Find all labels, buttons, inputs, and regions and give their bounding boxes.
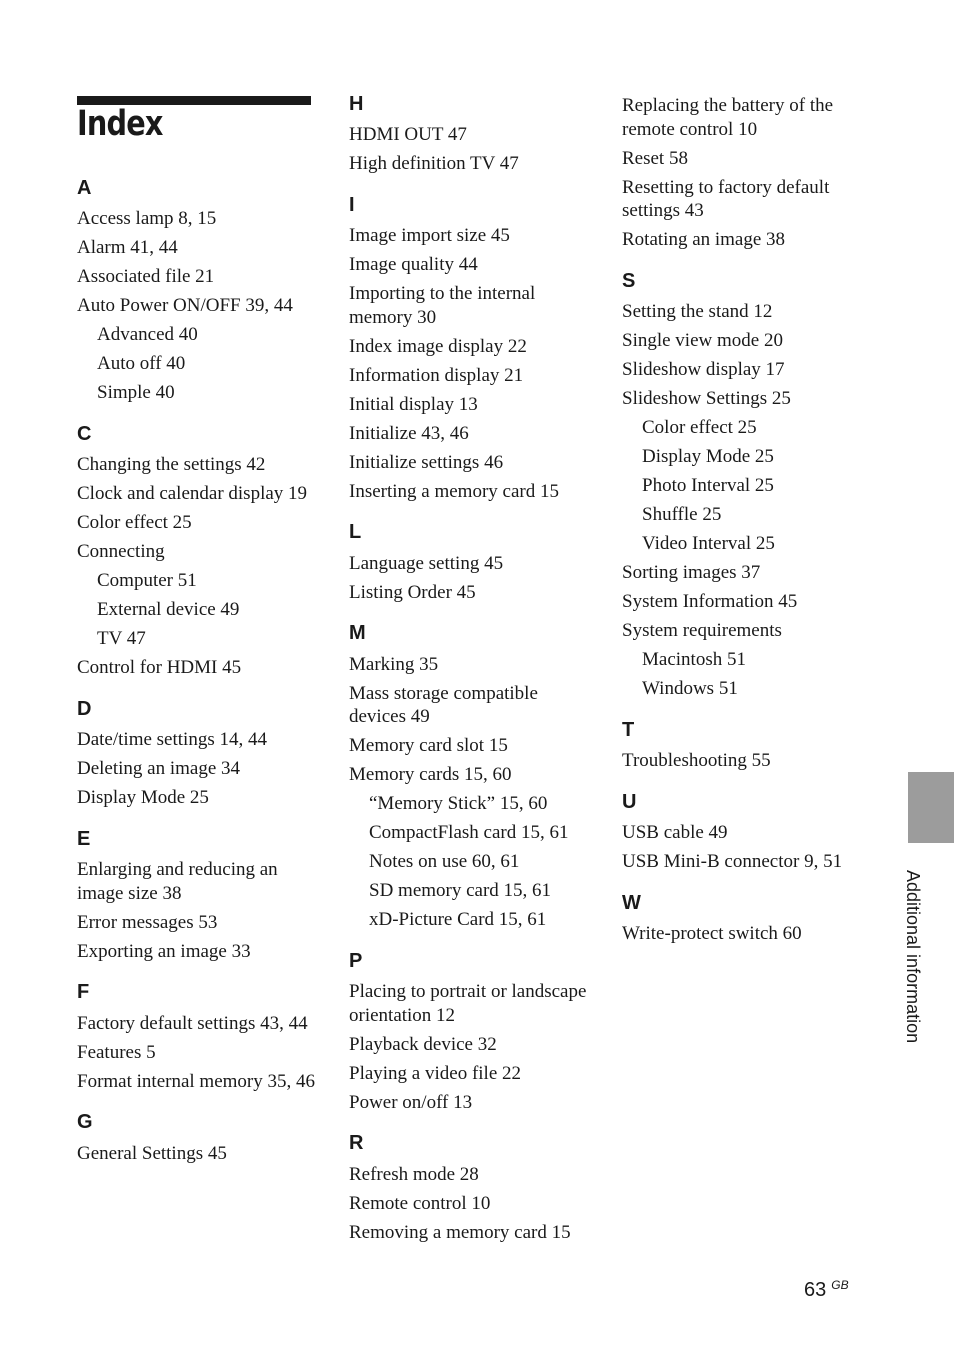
index-entry: Changing the settings 42 [77,454,266,475]
index-entry: Playback device 32 [349,1033,497,1055]
section-letter: U [622,790,637,813]
index-entry: Memory card slot 15 [349,735,508,756]
index-entry: HDMI OUT 47 [349,124,467,145]
index-subentry: CompactFlash card 15, 61 [369,822,569,843]
index-entry: USB Mini-B connector 9, 51 [622,851,843,872]
index-entry: Troubleshooting 55 [622,750,771,771]
index-section-g [77,1107,317,1168]
index-section-i [349,189,599,506]
index-section-m [349,618,599,935]
index-column-1 [77,172,317,1179]
index-entry: Remote control 10 [349,1192,491,1214]
section-letter: G [77,1111,93,1133]
index-entry: Write-protect switch 60 [622,923,802,944]
section-letter: A [77,176,92,199]
index-subentry: Simple 40 [97,382,175,403]
index-entry: Features 5 [77,1041,156,1063]
index-entry: System requirements [622,620,782,641]
index-section-a [77,172,317,407]
index-entry: Importing to the internal memory 30 [349,283,536,328]
index-entry: General Settings 45 [77,1142,227,1164]
index-entry: Placing to portrait or landscape orientation 12 [349,981,587,1026]
index-entry: USB cable 49 [622,822,728,843]
section-letter: I [349,193,355,216]
index-entry: Initialize 43, 46 [349,422,469,444]
index-entry: Image quality 44 [349,254,478,275]
section-thumb-tab [908,772,954,843]
index-section-continued [622,91,867,254]
page-number-suffix: GB [831,1278,849,1292]
section-letter: C [77,422,92,445]
section-letter: L [349,521,362,543]
index-entry: Display Mode 25 [77,787,209,808]
index-entry: Language setting 45 [349,552,504,574]
index-entry: Replacing the battery of the remote control 10 [622,95,834,140]
index-section-l [349,517,599,607]
index-section-p [349,945,599,1117]
index-subentry: Auto off 40 [97,353,186,374]
index-subentry: Macintosh 51 [642,649,746,670]
index-entry: Reset 58 [622,147,688,169]
index-entry: Factory default settings 43, 44 [77,1012,308,1034]
section-letter: R [349,1132,364,1154]
index-entry: Date/time settings 14, 44 [77,729,267,750]
section-letter: P [349,949,363,972]
index-subentry: Advanced 40 [97,324,198,345]
index-entry: Clock and calendar display 19 [77,483,308,504]
index-section-s [622,265,867,703]
index-entry: Alarm 41, 44 [77,237,178,258]
page-title: Index [77,104,163,144]
index-entry: Mass storage compatible devices 49 [349,682,538,727]
index-entry: Single view mode 20 [622,330,783,351]
index-entry: Index image display 22 [349,335,527,357]
index-subentry: SD memory card 15, 61 [369,880,552,901]
index-subentry: Windows 51 [642,678,738,699]
page-number-value: 63 [804,1279,827,1301]
index-entry: Exporting an image 33 [77,940,251,962]
index-section-h [349,88,599,178]
index-subentry: Shuffle 25 [642,504,722,525]
index-section-f [77,977,317,1096]
index-section-c [77,418,317,682]
index-subentry: Video Interval 25 [642,533,775,554]
section-letter: E [77,827,91,850]
section-label: Additional information [903,870,923,1044]
index-entry: Marking 35 [349,653,439,675]
index-entry: Refresh mode 28 [349,1163,479,1185]
index-entry: Enlarging and reducing an image size 38 [77,859,278,904]
index-column-2 [349,88,599,1258]
index-column-3 [622,88,867,959]
section-letter: D [77,697,92,720]
index-subentry: External device 49 [97,599,240,620]
index-entry: Playing a video file 22 [349,1062,522,1084]
index-entry: System Information 45 [622,591,798,612]
index-subentry: Notes on use 60, 61 [369,851,520,872]
index-entry: Setting the stand 12 [622,301,773,322]
index-entry: Rotating an image 38 [622,229,786,250]
index-entry: High definition TV 47 [349,153,519,174]
section-letter: S [622,269,636,292]
section-letter: T [622,718,635,741]
section-letter: H [349,92,364,115]
index-subentry: xD-Picture Card 15, 61 [369,909,547,930]
index-entry: Image import size 45 [349,225,510,246]
index-section-e [77,823,317,966]
index-entry: Inserting a memory card 15 [349,480,559,502]
section-letter: M [349,622,366,644]
index-entry: Access lamp 8, 15 [77,208,217,229]
index-entry: Memory cards 15, 60 [349,764,512,785]
index-entry: Slideshow display 17 [622,359,785,380]
index-entry: Resetting to factory default settings 43 [622,176,830,221]
index-entry: Auto Power ON/OFF 39, 44 [77,295,293,316]
index-section-w [622,887,867,948]
section-letter: W [622,891,641,914]
index-entry: Listing Order 45 [349,581,476,603]
index-entry: Associated file 21 [77,266,215,287]
index-entry: Error messages 53 [77,911,218,933]
index-subentry: Photo Interval 25 [642,475,774,496]
index-entry: Color effect 25 [77,512,192,533]
index-subentry: TV 47 [97,628,146,649]
index-entry: Initial display 13 [349,393,478,415]
section-letter: F [77,981,90,1003]
index-entry: Power on/off 13 [349,1091,473,1113]
index-section-u [622,786,867,876]
index-entry: Initialize settings 46 [349,451,504,473]
index-subentry: Display Mode 25 [642,446,774,467]
index-section-r [349,1128,599,1247]
index-entry: Information display 21 [349,364,524,386]
index-entry: Connecting [77,541,165,562]
index-entry: Deleting an image 34 [77,758,241,779]
index-subentry: Computer 51 [97,570,197,591]
index-entry: Slideshow Settings 25 [622,388,791,409]
page-number [804,1278,849,1302]
index-subentry: “Memory Stick” 15, 60 [369,793,548,814]
index-subentry: Color effect 25 [642,417,757,438]
index-section-t [622,714,867,775]
index-entry: Format internal memory 35, 46 [77,1070,315,1092]
index-entry: Control for HDMI 45 [77,657,242,678]
index-entry: Sorting images 37 [622,562,761,583]
index-section-d [77,693,317,812]
index-entry: Removing a memory card 15 [349,1221,571,1243]
